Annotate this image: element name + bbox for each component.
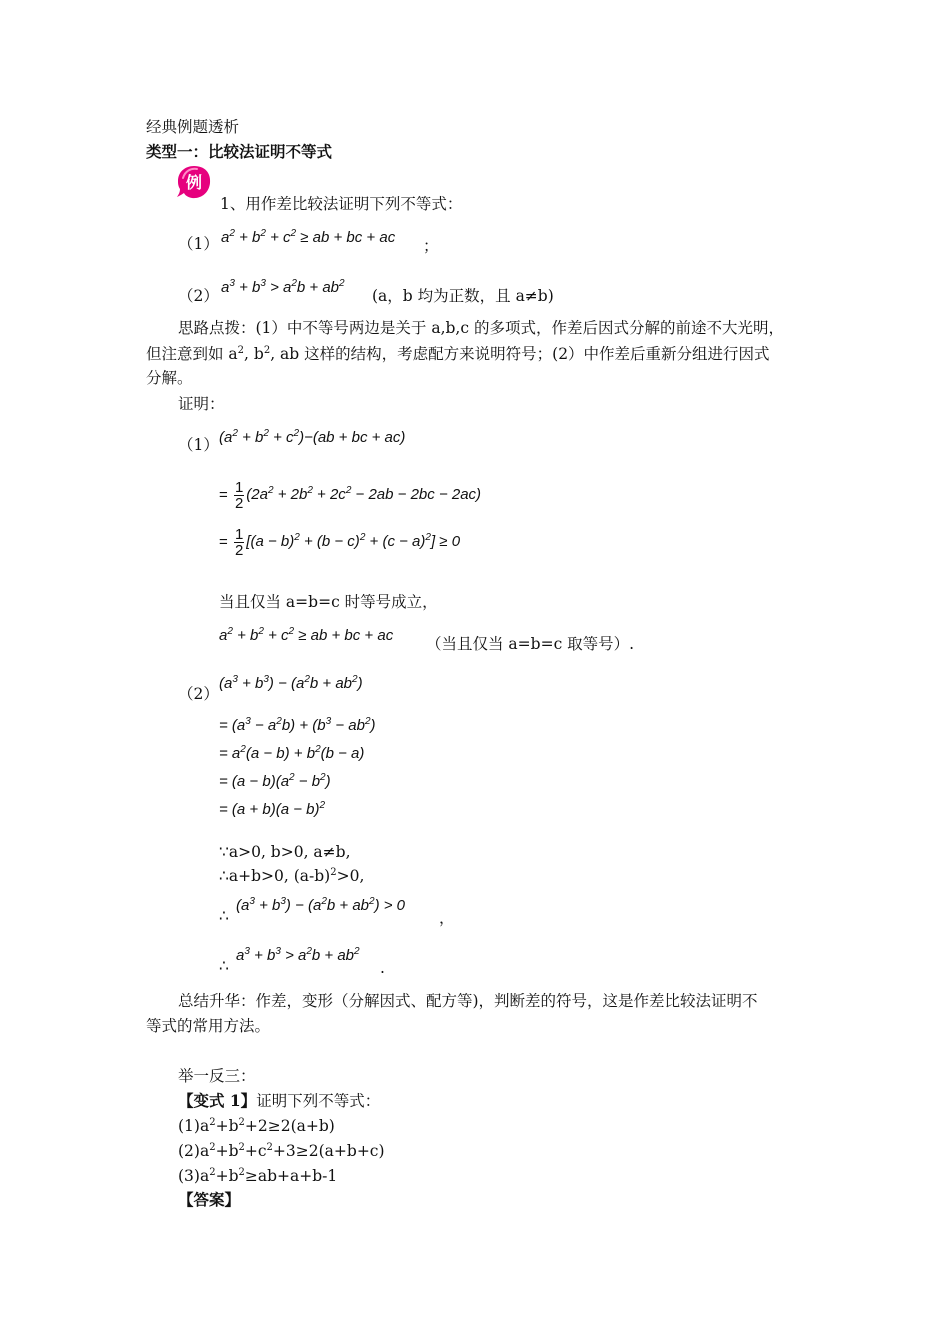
variant-item-2: $(2)a^2+b^2+c^2+3\ge 2(a+b+c)$ <box>178 1142 385 1160</box>
therefore-line-1: ∴a+b>0, $(a-b)^2>0$, <box>219 867 365 885</box>
summary-line-2: 等式的常用方法。 <box>146 1017 271 1035</box>
example-intro: 1、用作差比较法证明下列不等式： <box>220 195 463 213</box>
therefore-symbol-2: ∴ <box>219 907 229 925</box>
answer-label: 【答案】 <box>178 1190 241 1209</box>
proof-2-line-3: = $(a - b)(a^2 - b^2)$ <box>219 772 331 790</box>
proof-label: 证明： <box>178 395 225 413</box>
therefore-expr-2: $(a^3 + b^3) - (a^2b + ab^2) > 0$ <box>236 896 406 914</box>
problem-1-tail: ； <box>423 237 439 255</box>
hint-line-2: 但注意到如 $a^2$, $b^2$, ab 这样的结构，考虑配方来说明符号；(2）中作差后重新分组进行因式 <box>146 345 770 363</box>
proof-2-line-0: $(a^3 + b^3) - (a^2b + ab^2)$ <box>219 674 363 692</box>
proof-1-label: （1） <box>178 436 219 454</box>
proof-2-line-1: = $(a^3 - a^2b) + (b^3 - ab^2)$ <box>219 716 376 734</box>
example-badge-icon <box>176 164 212 200</box>
hint-line-3: 分解。 <box>146 369 193 387</box>
type-title: 类型一：比较法证明不等式 <box>146 143 333 161</box>
therefore-tail-3: . <box>380 959 385 977</box>
proof-1-line-3: = $\frac{1}{2}$ $[(a - b)^2 + (b - c)^2 + (c - a)^2] \ge 0$ <box>219 526 461 559</box>
problem-2-condition: (a，b 均为正数，且 a≠b) <box>372 287 554 305</box>
variant-item-3: $(3)a^2+b^2\ge ab+a+b-1$ <box>178 1167 338 1185</box>
variant-item-1: $(1)a^2+b^2+2\ge 2(a+b)$ <box>178 1117 335 1135</box>
section-title: 经典例题透析 <box>146 118 240 136</box>
therefore-symbol-3: ∴ <box>219 957 229 975</box>
proof-2-line-2: = $a^2(a - b) + b^2(b - a)$ <box>219 744 365 762</box>
proof-1-result-note: （当且仅当 a=b=c 取等号）. <box>426 635 635 653</box>
badge-char: 例 <box>185 173 203 192</box>
proof-1-line-1: $(a^2 + b^2 + c^2)-(ab$ + bc + ac) <box>219 428 406 446</box>
proof-2-label: （2） <box>178 685 219 703</box>
problem-1-label: （1） <box>178 235 219 253</box>
variant-title: 【变式 1】证明下列不等式： <box>178 1091 381 1110</box>
problem-1-expr: $a^2 + b^2 + c^2$ ≥ ab + bc + ac <box>221 228 396 246</box>
summary-line-1: 总结升华：作差，变形（分解因式、配方等)，判断差的符号，这是作差比较法证明不 <box>178 992 758 1010</box>
therefore-expr-3: $a^3 + b^3 > a^2b + ab^2$ <box>236 946 360 964</box>
proof-2-line-4: = $(a + b)(a - b)^2$ <box>219 800 326 818</box>
proof-1-line-2: = $\frac{1}{2}$ $(2a^2 + 2b^2 + 2c^2 - 2ab - 2bc - 2ac)$ <box>219 479 482 512</box>
hint-line-1: 思路点拨：(1）中不等号两边是关于 a,b,c 的多项式，作差后因式分解的前途不大光明， <box>178 319 784 337</box>
problem-2-expr: $a^3 + b^3 > a^2b + ab^2$ <box>221 278 345 296</box>
practice-heading: 举一反三： <box>178 1067 256 1085</box>
because-line: ∵a>0, b>0, a≠b, <box>219 843 351 861</box>
proof-1-result: $a^2 + b^2 + c^2$ ≥ ab + bc + ac <box>219 626 394 644</box>
equality-note: 当且仅当 a=b=c 时等号成立， <box>219 593 438 611</box>
therefore-tail-2: ， <box>439 909 455 927</box>
problem-2-label: （2） <box>178 287 219 305</box>
